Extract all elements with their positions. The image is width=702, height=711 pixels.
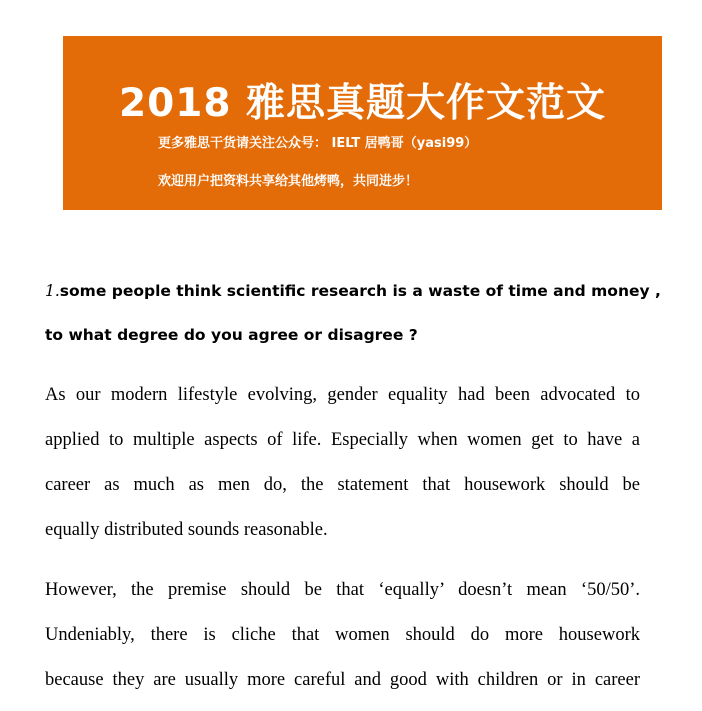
question-heading-line-2: to what degree do you agree or disagree ? bbox=[45, 326, 418, 344]
question-number: 1. bbox=[45, 282, 60, 300]
paragraph-1-line-4: equally distributed sounds reasonable. bbox=[45, 520, 328, 540]
banner-subtitle-follow: 更多雅思干货请关注公众号： IELT 居鸭哥（yasi99） bbox=[158, 136, 478, 151]
question-text-line-1: some people think scientific research is a waste of time and money , bbox=[59, 282, 661, 300]
paragraph-2-line-3: because they are usually more careful and good with children or in career bbox=[45, 670, 640, 690]
paragraph-2-line-2: Undeniably, there is cliche that women should do more housework bbox=[45, 625, 640, 645]
paragraph-1-line-1: As our modern lifestyle evolving, gender equality had been advocated to bbox=[45, 385, 640, 405]
banner-subtitle-share: 欢迎用户把资料共享给其他烤鸭，共同进步！ bbox=[158, 174, 419, 189]
paragraph-1-line-3: career as much as men do, the statement that housework should be bbox=[45, 475, 640, 495]
banner-title: 2018 雅思真题大作文范文 bbox=[118, 81, 607, 126]
paragraph-2-line-1: However, the premise should be that ‘equally’ doesn’t mean ‘50/50’. bbox=[45, 580, 640, 600]
question-heading-line-1 bbox=[45, 280, 661, 302]
paragraph-1-line-2: applied to multiple aspects of life. Especially when women get to have a bbox=[45, 430, 640, 450]
header-banner bbox=[63, 36, 662, 210]
